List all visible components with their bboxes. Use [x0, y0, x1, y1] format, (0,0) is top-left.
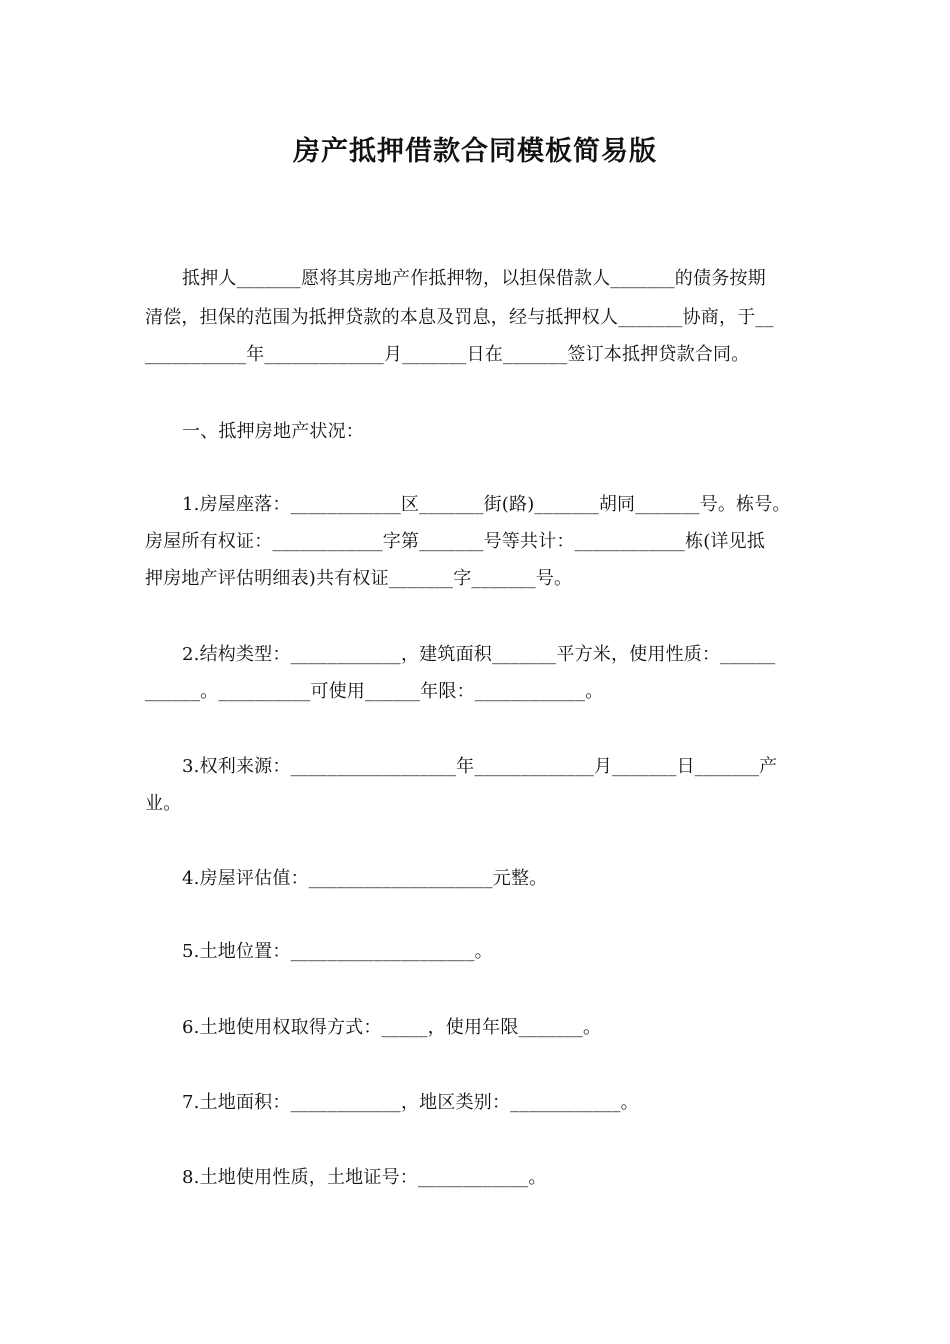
item-3-line-2: 业。: [145, 793, 182, 814]
item-4: 4.房屋评估值：____________________元整。: [182, 868, 548, 889]
item-1-line-1: 1.房屋座落：____________区_______街(路)_______胡同_______号。栋号。: [182, 494, 791, 515]
intro-line-1: 抵押人_______愿将其房地产作抵押物，以担保借款人_______的债务按期: [182, 268, 766, 289]
item-2-line-1: 2.结构类型：____________，建筑面积_______平方米，使用性质：______: [182, 644, 776, 665]
item-1-line-3: 押房地产评估明细表)共有权证_______字_______号。: [145, 568, 573, 589]
document-title: 房产抵押借款合同模板简易版: [293, 136, 657, 167]
item-1-line-2: 房屋所有权证：____________字第_______号等共计：____________栋(详见抵: [145, 531, 766, 552]
section-heading: 一、抵押房地产状况：: [182, 421, 364, 442]
item-5: 5.土地位置：____________________。: [182, 941, 493, 962]
item-2-line-2: ______。__________可使用______年限：____________。: [145, 681, 604, 702]
intro-line-2: 清偿，担保的范围为抵押贷款的本息及罚息，经与抵押权人_______协商，于__: [145, 307, 774, 328]
item-7: 7.土地面积：____________，地区类别：____________。: [182, 1092, 639, 1113]
item-3-line-1: 3.权利来源：__________________年_____________月_______日_______产: [182, 756, 778, 777]
item-8: 8.土地使用性质，土地证号：____________。: [182, 1167, 547, 1188]
item-6: 6.土地使用权取得方式：_____，使用年限_______。: [182, 1017, 602, 1038]
intro-line-3: ___________年_____________月_______日在_______签订本抵押贷款合同。: [145, 344, 750, 365]
